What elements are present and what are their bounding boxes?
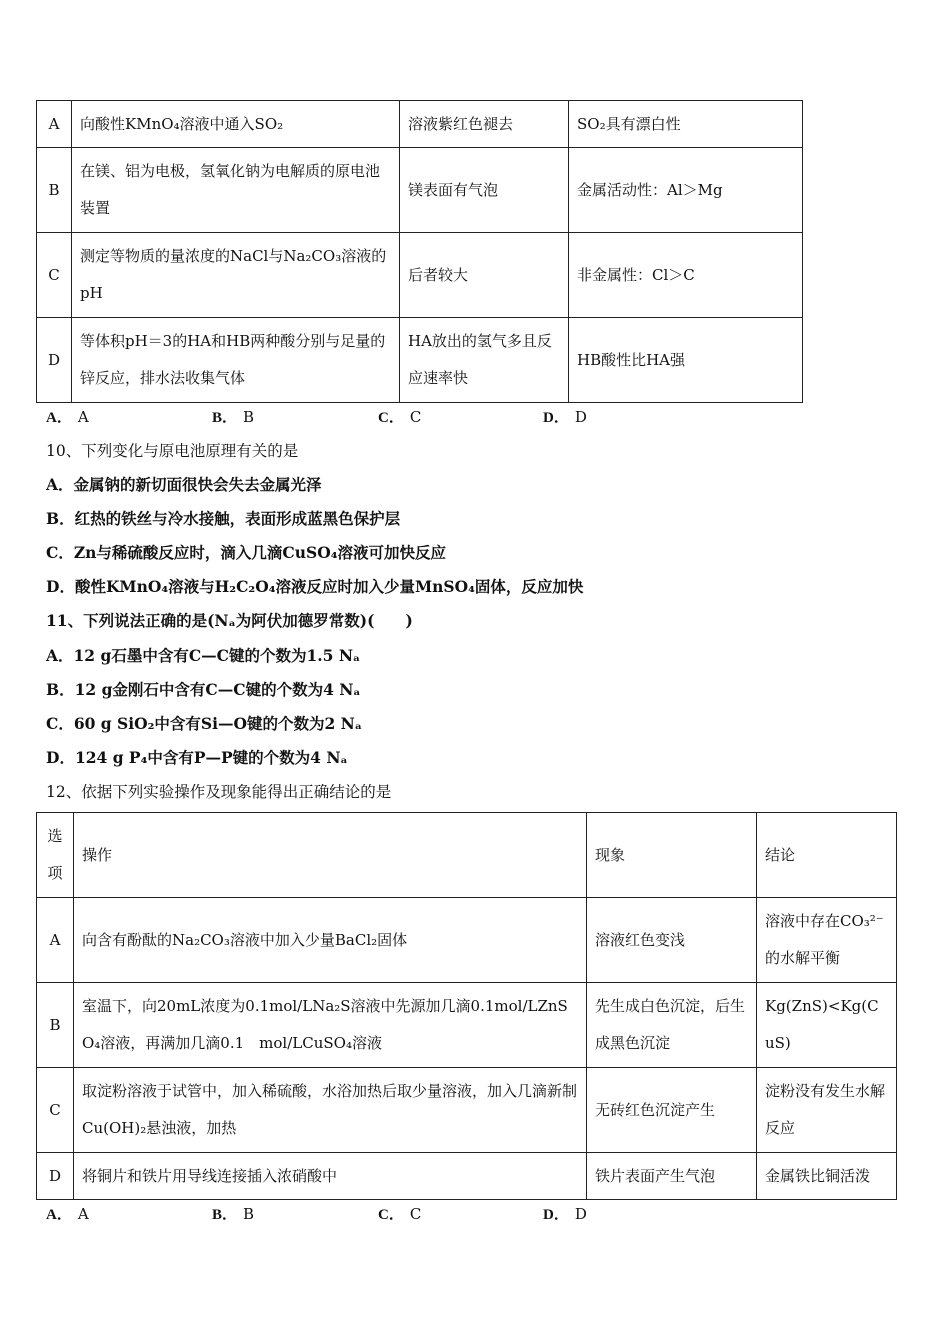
table-row	[37, 148, 803, 233]
operation-cell: 向酸性KMnO₄溶液中通入SO₂	[72, 101, 400, 148]
question-10-option-b[interactable]: B．红热的铁丝与冷水接触，表面形成蓝黑色保护层	[46, 509, 401, 528]
row-label: B	[37, 983, 74, 1068]
option-c[interactable]: C． C	[378, 408, 422, 426]
operation-cell: 等体积pH＝3的HA和HB两种酸分别与足量的锌反应，排水法收集气体	[72, 318, 400, 403]
question-11-option-a[interactable]: A．12 g石墨中含有C—C键的个数为1.5 Nₐ	[46, 646, 361, 665]
option-b[interactable]: B． B	[212, 1205, 255, 1223]
option-a[interactable]: A． A	[46, 408, 89, 426]
table-row	[37, 233, 803, 318]
question-11-option-d[interactable]: D．124 g P₄中含有P—P键的个数为4 Nₐ	[46, 748, 348, 767]
phenomenon-cell: 无砖红色沉淀产生	[587, 1068, 757, 1153]
header-operation: 操作	[74, 813, 587, 898]
row-label: C	[37, 233, 72, 318]
row-label: C	[37, 1068, 74, 1153]
operation-cell: 在镁、铝为电极，氢氧化钠为电解质的原电池装置	[72, 148, 400, 233]
option-a[interactable]: A． A	[46, 1205, 89, 1223]
operation-cell: 将铜片和铁片用导线连接插入浓硝酸中	[74, 1153, 587, 1200]
row-label: A	[37, 898, 74, 983]
phenomenon-cell: 溶液红色变浅	[587, 898, 757, 983]
question-10-option-a[interactable]: A．金属钠的新切面很快会失去金属光泽	[46, 475, 322, 494]
phenomenon-cell: 铁片表面产生气泡	[587, 1153, 757, 1200]
table-row	[37, 983, 897, 1068]
row-label: A	[37, 101, 72, 148]
conclusion-cell: SO₂具有漂白性	[569, 101, 803, 148]
option-c[interactable]: C． C	[378, 1205, 422, 1223]
question-10-stem: 10、下列变化与原电池原理有关的是	[46, 442, 299, 460]
table-row	[37, 1153, 897, 1200]
conclusion-cell: 金属活动性：Al＞Mg	[569, 148, 803, 233]
question-9-table	[36, 100, 803, 403]
table-row	[37, 318, 803, 403]
option-b[interactable]: B． B	[212, 408, 255, 426]
phenomenon-cell: 后者较大	[400, 233, 569, 318]
operation-cell: 室温下，向20mL浓度为0.1mol/LNa₂S溶液中先源加几滴0.1mol/LZnSO₄溶液，再满加几滴0.1 mol/LCuSO₄溶液	[74, 983, 587, 1068]
conclusion-cell: 溶液中存在CO₃²⁻的水解平衡	[757, 898, 897, 983]
phenomenon-cell: HA放出的氢气多且反应速率快	[400, 318, 569, 403]
phenomenon-cell: 镁表面有气泡	[400, 148, 569, 233]
option-d[interactable]: D． D	[543, 1205, 587, 1223]
option-d[interactable]: D． D	[543, 408, 587, 426]
conclusion-cell: 非金属性：Cl＞C	[569, 233, 803, 318]
table-row	[37, 101, 803, 148]
conclusion-cell: HB酸性比HA强	[569, 318, 803, 403]
conclusion-cell: 金属铁比铜活泼	[757, 1153, 897, 1200]
question-12-stem: 12、依据下列实验操作及现象能得出正确结论的是	[46, 783, 392, 801]
question-10-option-c[interactable]: C．Zn与稀硫酸反应时，滴入几滴CuSO₄溶液可加快反应	[46, 543, 447, 562]
operation-cell: 向含有酚酞的Na₂CO₃溶液中加入少量BaCl₂固体	[74, 898, 587, 983]
conclusion-cell: Kg(ZnS)<Kg(CuS)	[757, 983, 897, 1068]
question-10-option-d[interactable]: D．酸性KMnO₄溶液与H₂C₂O₄溶液反应时加入少量MnSO₄固体，反应加快	[46, 577, 584, 596]
phenomenon-cell: 先生成白色沉淀，后生成黑色沉淀	[587, 983, 757, 1068]
question-11-option-c[interactable]: C．60 g SiO₂中含有Si—O键的个数为2 Nₐ	[46, 714, 363, 733]
row-label: D	[37, 1153, 74, 1200]
operation-cell: 测定等物质的量浓度的NaCl与Na₂CO₃溶液的pH	[72, 233, 400, 318]
operation-cell: 取淀粉溶液于试管中，加入稀硫酸，水浴加热后取少量溶液，加入几滴新制Cu(OH)₂悬浊液，加热	[74, 1068, 587, 1153]
table-row	[37, 898, 897, 983]
header-option-label: 选项	[37, 813, 74, 898]
question-11-stem: 11、下列说法正确的是(Nₐ为阿伏加德罗常数)( )	[46, 611, 413, 630]
table-row	[37, 1068, 897, 1153]
header-phenomenon: 现象	[587, 813, 757, 898]
row-label: D	[37, 318, 72, 403]
table-header-row	[37, 813, 897, 898]
conclusion-cell: 淀粉没有发生水解反应	[757, 1068, 897, 1153]
question-11-option-b[interactable]: B．12 g金刚石中含有C—C键的个数为4 Nₐ	[46, 680, 361, 699]
header-conclusion: 结论	[757, 813, 897, 898]
question-12-table	[36, 812, 897, 1200]
row-label: B	[37, 148, 72, 233]
phenomenon-cell: 溶液紫红色褪去	[400, 101, 569, 148]
